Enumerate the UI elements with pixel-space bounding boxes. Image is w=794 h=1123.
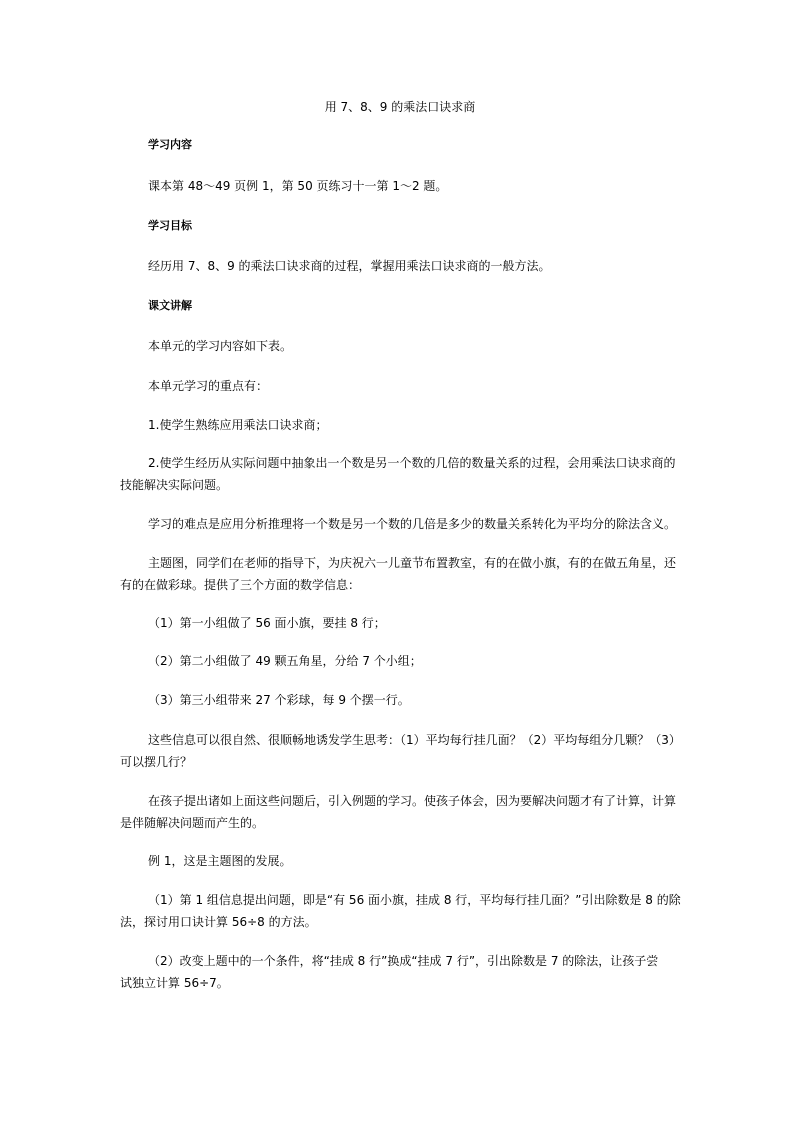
section-heading-lecture: 课文讲解 xyxy=(148,299,192,312)
paragraph-7-line-1: 这些信息可以很自然、很顺畅地诱发学生思考：（1）平均每行挂几面？（2）平均每组分几颗？（3） xyxy=(148,733,681,747)
paragraph-6-line-1: 主题图，同学们在老师的指导下，为庆祝六一儿童节布置教室，有的在做小旗，有的在做五角星，还 xyxy=(148,556,677,570)
paragraph-6 xyxy=(120,552,680,596)
section-heading-goal: 学习目标 xyxy=(148,219,192,232)
document-title: 用 7、8、9 的乘法口诀求商 xyxy=(324,100,476,114)
paragraph-3: 1.使学生熟练应用乘法口诀求商； xyxy=(148,418,328,432)
paragraph-8-line-1: 在孩子提出诸如上面这些问题后，引入例题的学习。使孩子体会，因为要解决问题才有了计算，计算 xyxy=(148,794,677,808)
paragraph-11-line-2: 试独立计算 56÷7。 xyxy=(120,976,229,990)
paragraph-4 xyxy=(120,452,680,496)
goal-text: 经历用 7、8、9 的乘法口诀求商的过程，掌握用乘法口诀求商的一般方法。 xyxy=(148,259,551,273)
content-text: 课本第 48～49 页例 1，第 50 页练习十一第 1～2 题。 xyxy=(148,179,448,193)
paragraph-6-line-2: 有的在做彩球。提供了三个方面的数学信息： xyxy=(120,578,361,592)
paragraph-4-line-1: 2.使学生经历从实际问题中抽象出一个数是另一个数的几倍的数量关系的过程，会用乘法口诀求商的 xyxy=(148,456,676,470)
section-heading-content: 学习内容 xyxy=(148,138,192,151)
paragraph-1: 本单元的学习内容如下表。 xyxy=(148,339,293,353)
paragraph-10-line-1: （1）第 1 组信息提出问题，即是“有 56 面小旗，挂成 8 行，平均每行挂几面？”引出除数是 8 的除 xyxy=(148,893,681,907)
paragraph-7-line-2: 可以摆几行？ xyxy=(120,755,193,769)
paragraph-7 xyxy=(120,729,680,773)
list-item-3: （3）第三小组带来 27 个彩球，每 9 个摆一行。 xyxy=(148,693,410,707)
paragraph-4-line-2: 技能解决实际问题。 xyxy=(120,478,229,492)
paragraph-11-line-1: （2）改变上题中的一个条件，将“挂成 8 行”换成“挂成 7 行”，引出除数是 7 的除法，让孩子尝 xyxy=(148,954,659,968)
paragraph-5: 学习的难点是应用分析推理将一个数是另一个数的几倍是多少的数量关系转化为平均分的除法含义。 xyxy=(148,517,677,531)
paragraph-11 xyxy=(120,950,680,994)
paragraph-9: 例 1，这是主题图的发展。 xyxy=(148,854,292,868)
list-item-1: （1）第一小组做了 56 面小旗，要挂 8 行； xyxy=(148,616,386,630)
paragraph-8-line-2: 是伴随解决问题而产生的。 xyxy=(120,816,265,830)
paragraph-10-line-2: 法，探讨用口诀计算 56÷8 的方法。 xyxy=(120,915,317,929)
list-item-2: （2）第二小组做了 49 颗五角星，分给 7 个小组； xyxy=(148,654,422,668)
paragraph-10 xyxy=(120,889,680,933)
paragraph-2: 本单元学习的重点有： xyxy=(148,379,269,393)
paragraph-8 xyxy=(120,790,680,834)
